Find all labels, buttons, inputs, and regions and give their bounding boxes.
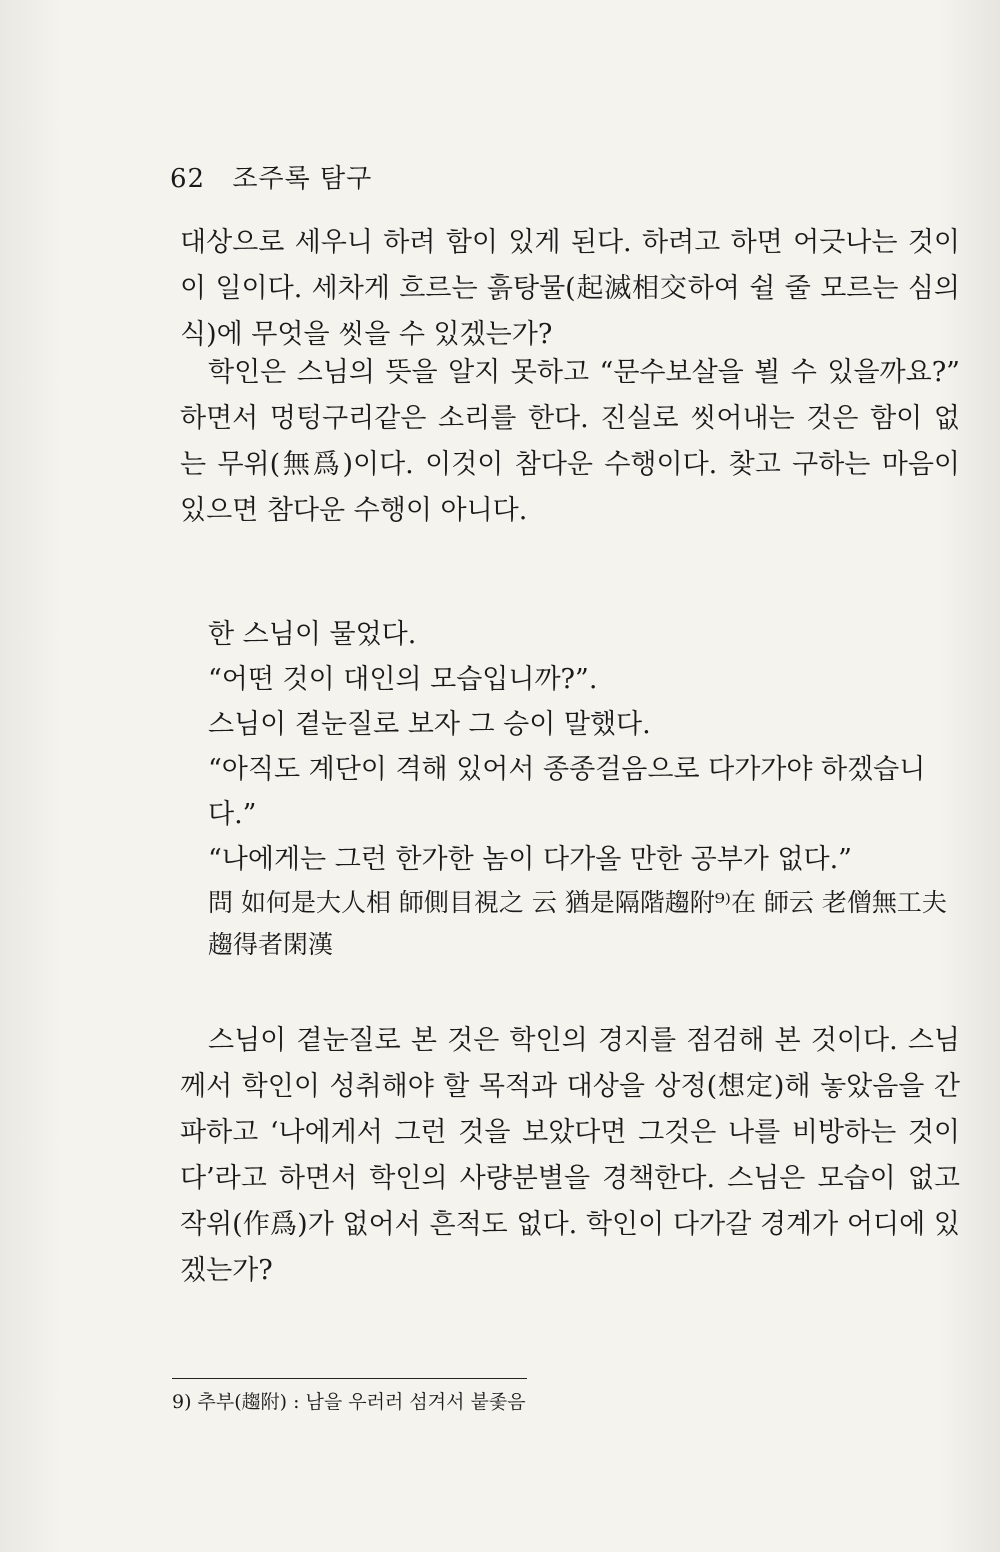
dialogue-line-1: 한 스님이 물었다.: [208, 619, 417, 650]
dialogue-block: [180, 612, 960, 966]
footnote-divider: [172, 1378, 527, 1379]
paragraph-2: 학인은 스님의 뜻을 알지 못하고 “문수보살을 뵐 수 있을까요?” 하면서 멍텅구리같은 소리를 한다. 진실로 씻어내는 것은 함이 없는 무위(無爲)이다. 이것이 참다운 수행이다. 찾고 구하는 마음이 있으면 참다운 수행이 아니다.: [180, 357, 960, 526]
paragraph-3-block: [180, 1018, 960, 1294]
paragraph-1-block: [180, 220, 960, 358]
page-number: 62: [170, 164, 206, 194]
running-header: [170, 158, 372, 195]
hanja-original-text: 問 如何是大人相 師側目視之 云 猶是隔階趨附⁹⁾在 師云 老僧無工夫趨得者閑漢: [208, 888, 947, 959]
dialogue-line-4: “아직도 계단이 격해 있어서 종종걸음으로 다가가야 하겠습니다.”: [208, 754, 926, 830]
paragraph-1: 대상으로 세우니 하려 함이 있게 된다. 하려고 하면 어긋나는 것이 이 일이다. 세차게 흐르는 흙탕물(起滅相交하여 쉴 줄 모르는 심의식)에 무엇을 씻을 수 있겠는가?: [180, 227, 960, 350]
footnote-9: 9) 추부(趨附) : 남을 우러러 섬겨서 붙좇음: [172, 1391, 526, 1413]
dialogue-line-5: “나에게는 그런 한가한 놈이 다가올 만한 공부가 없다.”: [208, 844, 852, 875]
dialogue-line-2: “어떤 것이 대인의 모습입니까?”.: [208, 664, 598, 695]
paragraph-3: 스님이 곁눈질로 본 것은 학인의 경지를 점검해 본 것이다. 스님께서 학인이 성취해야 할 목적과 대상을 상정(想定)해 놓았음을 간파하고 ‘나에게서 그런 것을 보았다면 그것은 나를 비방하는 것이다’라고 하면서 학인의 사량분별을 경책한다. 스님은 모습이 없고 작위(作爲)가 없어서 흔적도 없다. 학인이 다가갈 경계가 어디에 있겠는가?: [180, 1025, 960, 1286]
book-title: 조주록 탐구: [232, 164, 373, 194]
dialogue-line-3: 스님이 곁눈질로 보자 그 승이 말했다.: [208, 709, 651, 740]
paragraph-2-block: [180, 350, 960, 534]
